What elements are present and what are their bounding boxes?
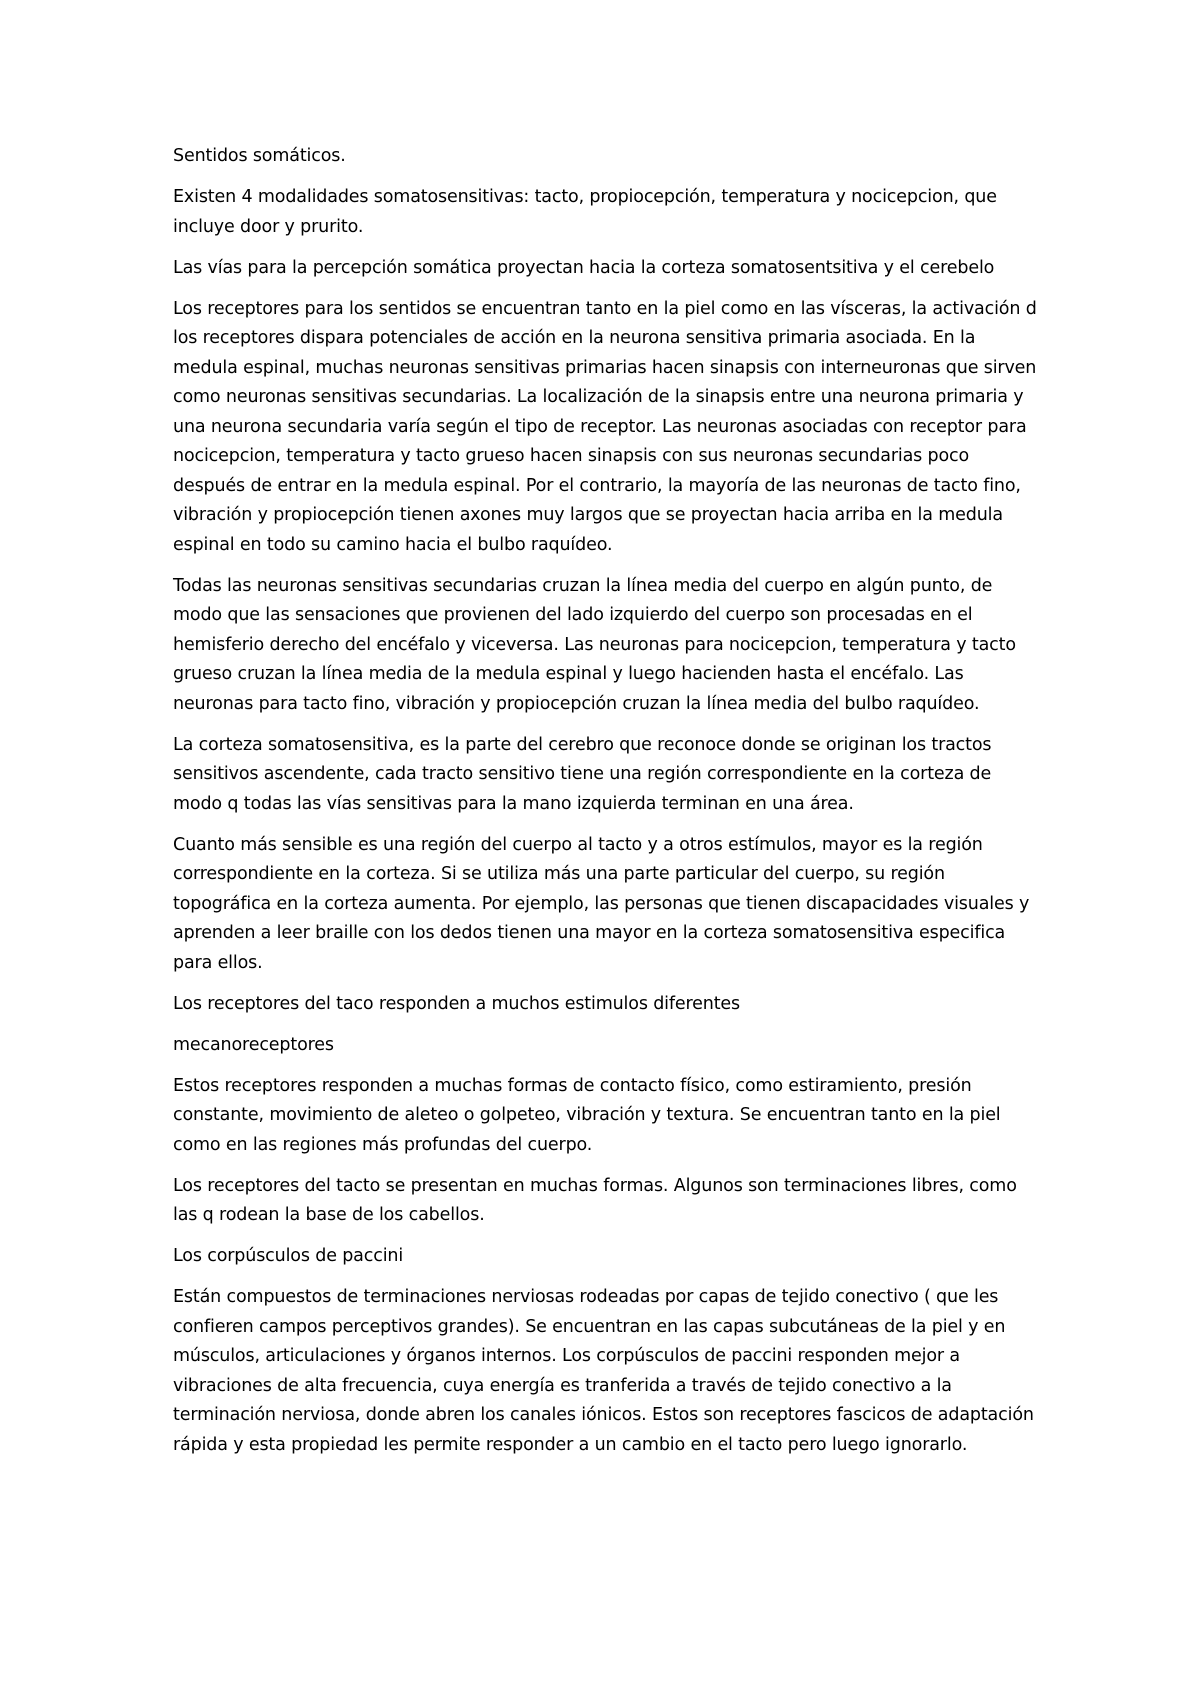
- paragraph-mechanoreceptors: Estos receptores responden a muchas formas de contacto físico, como estiramiento, presión constante, movimiento de aleteo o golpeteo, vibración y textura. Se encuentran tanto en la piel como en las regiones más profundas del cuerpo.: [173, 1075, 1001, 1155]
- paragraph-cortex: La corteza somatosensitiva, es la parte del cerebro que reconoce donde se originan los tractos sensitivos ascendente, cada tracto sensitivo tiene una región correspondiente en la corteza de modo q todas las vías sensitivas para la mano izquierda terminan en una área.: [173, 734, 992, 814]
- paragraph-pathways: Las vías para la percepción somática proyectan hacia la corteza somatosentsitiva y el cerebelo: [173, 257, 995, 278]
- paragraph-crossing: Todas las neuronas sensitivas secundarias cruzan la línea media del cuerpo en algún punto, de modo que las sensaciones que provienen del lado izquierdo del cuerpo son procesadas en el hemisferio derecho del encéfalo y viceversa. Las neuronas para nocicepcion, temperatura y tacto grueso cruzan la línea media de la medula espinal y luego hacienden hasta el encéfalo. Las neuronas para tacto fino, vibración y propiocepción cruzan la línea media del bulbo raquídeo.: [173, 575, 1016, 714]
- document-body: [173, 142, 1038, 1472]
- document-title: Sentidos somáticos.: [173, 146, 346, 166]
- paragraph-sensitivity: Cuanto más sensible es una región del cuerpo al tacto y a otros estímulos, mayor es la región correspondiente en la corteza. Si se utiliza más una parte particular del cuerpo, su región topográfica en la corteza aumenta. Por ejemplo, las personas que tienen discapacidades visuales y aprenden a leer braille con los dedos tienen una mayor en la corteza somatosensitiva especifica para ellos.: [173, 834, 1030, 973]
- paragraph-modalities: Existen 4 modalidades somatosensitivas: tacto, propiocepción, temperatura y nocicepcion, que incluye door y prurito.: [173, 187, 997, 237]
- paragraph-touch-receptors: Los receptores del taco responden a muchos estimulos diferentes: [173, 993, 741, 1014]
- section-heading-mechanoreceptors: mecanoreceptores: [173, 1034, 334, 1055]
- paragraph-paccini: Están compuestos de terminaciones nerviosas rodeadas por capas de tejido conectivo ( que les confieren campos perceptivos grandes). Se encuentran en las capas subcutáneas de la piel y en músculos, articulaciones y órganos internos. Los corpúsculos de paccini responden mejor a vibraciones de alta frecuencia, cuya energía es tranferida a través de tejido conectivo a la terminación nerviosa, donde abren los canales iónicos. Estos son receptores fascicos de adaptación rápida y esta propiedad les permite responder a un cambio en el tacto pero luego ignorarlo.: [173, 1287, 1034, 1455]
- section-heading-paccini: Los corpúsculos de paccini: [173, 1246, 404, 1266]
- paragraph-touch-forms: Los receptores del tacto se presentan en muchas formas. Algunos son terminaciones libres, como las q rodean la base de los cabellos.: [173, 1175, 1017, 1225]
- paragraph-receptors: Los receptores para los sentidos se encuentran tanto en la piel como en las vísceras, la activación d los receptores dispara potenciales de acción en la neurona sensitiva primaria asociada. En la medula espinal, muchas neuronas sensitivas primarias hacen sinapsis con interneuronas que sirven como neuronas sensitivas secundarias. La localización de la sinapsis entre una neurona primaria y una neurona secundaria varía según el tipo de receptor. Las neuronas asociadas con receptor para nocicepcion, temperatura y tacto grueso hacen sinapsis con sus neuronas secundarias poco después de entrar en la medula espinal. Por el contrario, la mayoría de las neuronas de tacto fino, vibración y propiocepción tienen axones muy largos que se proyectan hacia arriba en la medula espinal en todo su camino hacia el bulbo raquídeo.: [173, 298, 1037, 555]
